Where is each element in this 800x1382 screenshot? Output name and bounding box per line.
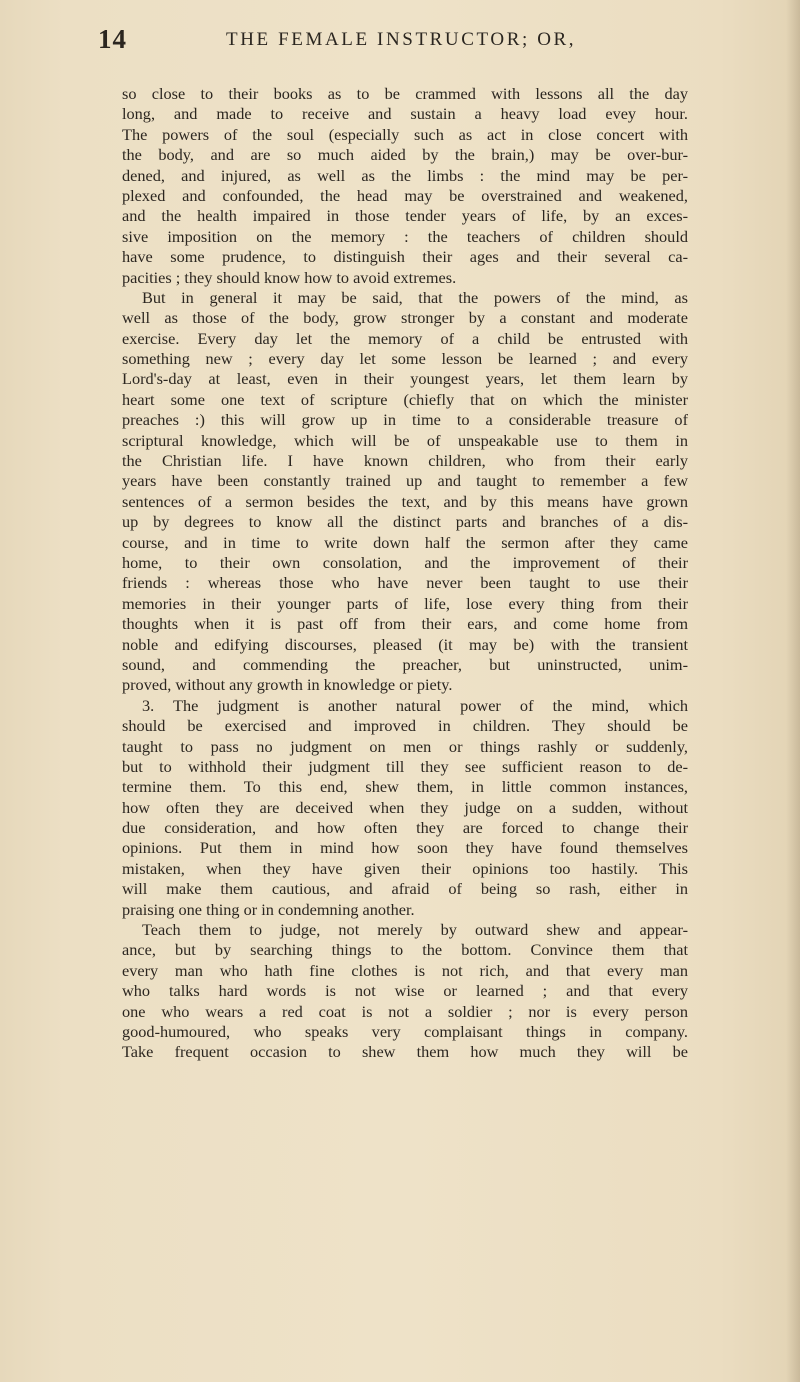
text-line: mistaken, when they have given their opinions too hastily. This	[122, 858, 688, 878]
text-line: dened, and injured, as well as the limbs : the mind may be per-	[122, 165, 688, 185]
body-text	[122, 84, 688, 1063]
text-line: sive imposition on the memory : the teachers of children should	[122, 226, 688, 246]
text-line: Teach them to judge, not merely by outward shew and appear-	[142, 920, 688, 940]
text-line: up by degrees to know all the distinct parts and branches of a dis-	[122, 512, 688, 532]
text-line: have some prudence, to distinguish their ages and their several ca-	[122, 247, 688, 267]
text-line: memories in their younger parts of life, lose every thing from their	[122, 593, 688, 613]
text-line: so close to their books as to be crammed with lessons all the day	[122, 84, 688, 103]
text-line: praising one thing or in condemning another.	[122, 899, 415, 919]
text-line: taught to pass no judgment on men or things rashly or suddenly,	[122, 736, 688, 756]
text-line: will make them cautious, and afraid of being so rash, either in	[122, 879, 688, 899]
text-line: course, and in time to write down half the sermon after they came	[122, 532, 688, 552]
text-line: proved, without any growth in knowledge or piety.	[122, 675, 453, 695]
text-line: 3. The judgment is another natural power of the mind, which	[142, 695, 688, 715]
text-line: pacities ; they should know how to avoid extremes.	[122, 267, 457, 287]
text-line: heart some one text of scripture (chiefly that on which the minister	[122, 389, 688, 409]
text-line: sentences of a sermon besides the text, and by this means have grown	[122, 491, 688, 511]
text-line: But in general it may be said, that the powers of the mind, as	[142, 287, 688, 307]
text-line: exercise. Every day let the memory of a child be entrusted with	[122, 328, 688, 348]
page-number: 14	[98, 24, 127, 54]
text-line: thoughts when it is past off from their ears, and come home from	[122, 614, 688, 634]
text-line: should be exercised and improved in children. They should be	[122, 716, 688, 736]
text-line: opinions. Put them in mind how soon they have found themselves	[122, 838, 688, 858]
text-line: every man who hath fine clothes is not rich, and that every man	[122, 960, 688, 980]
text-line: The powers of the soul (especially such as act in close concert with	[122, 124, 688, 144]
text-line: one who wears a red coat is not a soldier ; nor is every person	[122, 1001, 688, 1021]
text-line: home, to their own consolation, and the improvement of their	[122, 552, 688, 572]
text-line: Lord's-day at least, even in their youngest years, let them learn by	[122, 369, 688, 389]
text-line: well as those of the body, grow stronger by a constant and moderate	[122, 308, 688, 328]
text-line: noble and edifying discourses, pleased (it may be) with the transient	[122, 634, 688, 654]
page-header	[98, 22, 694, 62]
text-line: years have been constantly trained up and taught to remember a few	[122, 471, 688, 491]
text-line: Take frequent occasion to shew them how much they will be	[122, 1042, 688, 1062]
text-line: plexed and confounded, the head may be overstrained and weakened,	[122, 185, 688, 205]
text-line: how often they are deceived when they judge on a sudden, without	[122, 797, 688, 817]
page-edge-shadow	[786, 0, 800, 1382]
text-line: ance, but by searching things to the bottom. Convince them that	[122, 940, 688, 960]
text-line: due consideration, and how often they are forced to change their	[122, 818, 688, 838]
text-line: and the health impaired in those tender years of life, by an exces-	[122, 206, 688, 226]
text-line: sound, and commending the preacher, but uninstructed, unim-	[122, 654, 688, 674]
text-line: but to withhold their judgment till they see sufficient reason to de-	[122, 756, 688, 776]
running-head: THE FEMALE INSTRUCTOR; OR,	[226, 29, 577, 50]
text-line: preaches :) this will grow up in time to a considerable treasure of	[122, 410, 688, 430]
text-line: good-humoured, who speaks very complaisant things in company.	[122, 1021, 688, 1041]
text-line: termine them. To this end, shew them, in little common instances,	[122, 777, 688, 797]
text-line: the Christian life. I have known children, who from their early	[122, 451, 688, 471]
text-line: the body, and are so much aided by the brain,) may be over-bur-	[122, 145, 688, 165]
text-line: something new ; every day let some lesson be learned ; and every	[122, 349, 688, 369]
text-line: long, and made to receive and sustain a heavy load evey hour.	[122, 104, 688, 124]
text-line: friends : whereas those who have never been taught to use their	[122, 573, 688, 593]
text-line: who talks hard words is not wise or learned ; and that every	[122, 981, 688, 1001]
text-line: scriptural knowledge, which will be of unspeakable use to them in	[122, 430, 688, 450]
